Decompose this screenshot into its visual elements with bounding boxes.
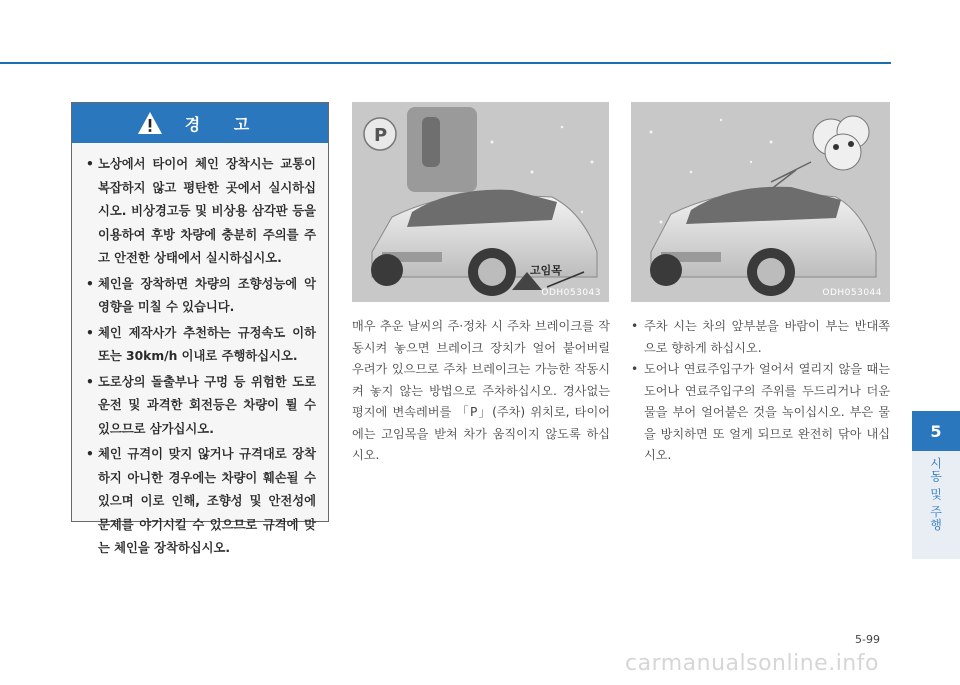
warning-triangle-icon	[137, 111, 163, 135]
watermark: carmanualsonline.info	[625, 651, 879, 676]
warning-list	[72, 143, 328, 561]
warning-item: • 체인을 장착하면 차량의 조향성능에 악영향을 미칠 수 있습니다.	[86, 273, 316, 320]
warning-header	[72, 103, 328, 143]
chapter-number: 5	[912, 411, 960, 451]
chapter-title: 시동 및 주행	[928, 457, 943, 532]
figure-code: ODH053044	[822, 288, 882, 298]
top-rule	[0, 62, 891, 64]
wind-car-illustration	[631, 102, 890, 302]
page-number: 5-99	[855, 633, 880, 646]
chapter-tab	[912, 411, 960, 559]
right-list	[631, 316, 890, 467]
body-paragraph: 매우 추운 날씨의 주·정차 시 주차 브레이크를 작동시켜 놓으면 브레이크 장치가 얼어 붙어버릴 우려가 있으므로 주차 브레이크는 가능한 작동시켜 놓지 않는 방법으로 주차하십시오. 경사없는 평지에 변속레버를 「P」(주차) 위치로, 타이어에는 고임목을 받쳐 차가 움직이지 않도록 하십시오.	[352, 319, 610, 462]
car-chock-illustration	[352, 102, 609, 302]
svg-text:P: P	[374, 125, 388, 146]
figure-code: ODH053043	[541, 288, 601, 298]
warning-item: • 도로상의 돌출부나 구멍 등 위험한 도로 운전 및 과격한 회전등은 차량이 튈 수 있으므로 삼가십시오.	[86, 371, 316, 442]
warning-item: • 체인 규격이 맞지 않거나 규격대로 장착하지 아니한 경우에는 차량이 훼손될 수 있으며 이로 인해, 조향성 및 안전성에 문제를 야기시킬 수 있으므로 규격에 맞는 체인을 장착하십시오.	[86, 443, 316, 561]
list-item: • 도어나 연료주입구가 얼어서 열리지 않을 때는 도어나 연료주입구의 주위를 두드리거나 더운 물을 부어 얼어붙은 것을 녹이십시오. 부은 물을 방치하면 또 얼게 되므로 완전히 닦아 내십시오.	[631, 359, 890, 467]
warning-item: • 노상에서 타이어 체인 장착시는 교통이 복잡하지 않고 평탄한 곳에서 실시하십시오. 비상경고등 및 비상용 삼각판 등을 이용하여 후방 차량에 충분히 주의를 주고 안전한 상태에서 실시하십시오.	[86, 153, 316, 271]
warning-item: • 체인 제작사가 추천하는 규정속도 이하 또는 30km/h 이내로 주행하십시오.	[86, 322, 316, 369]
warning-box	[71, 102, 329, 555]
list-item: • 주차 시는 차의 앞부분을 바람이 부는 반대쪽으로 향하게 하십시오.	[631, 316, 890, 359]
chock-label: 고임목	[530, 264, 562, 277]
warning-title: 경 고	[184, 114, 264, 134]
